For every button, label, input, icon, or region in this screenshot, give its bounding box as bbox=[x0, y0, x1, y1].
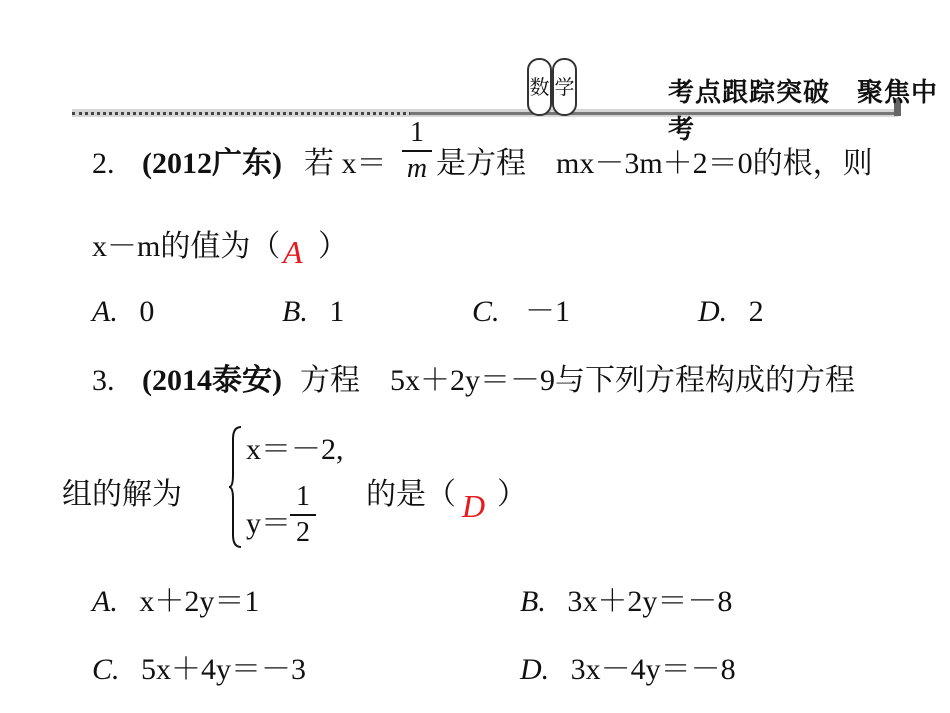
q3-option-c[interactable] bbox=[92, 652, 306, 688]
q3-answer: D bbox=[462, 488, 486, 524]
q3-option-b[interactable] bbox=[520, 584, 732, 620]
q2-option-a-text: 0 bbox=[139, 295, 155, 328]
system-brace bbox=[228, 425, 242, 549]
q3-option-d-letter: D. bbox=[520, 653, 550, 686]
q3-option-d[interactable] bbox=[520, 652, 736, 688]
q2-option-b-text: 1 bbox=[329, 295, 345, 328]
q2-option-c-letter: C. bbox=[472, 295, 500, 328]
header-title: 考点跟踪突破 聚焦中考 bbox=[668, 78, 939, 145]
q3-option-a[interactable] bbox=[92, 584, 259, 620]
q2-fraction-denominator: m bbox=[406, 153, 428, 184]
q3-option-a-text: x＋2y＝1 bbox=[139, 585, 260, 618]
q3-fraction-bar bbox=[290, 514, 316, 516]
q3-fraction-numerator: 1 bbox=[296, 481, 310, 512]
q3-option-d-text: 3x－4y＝－8 bbox=[570, 653, 736, 686]
q2-option-d-text: 2 bbox=[748, 295, 764, 328]
q3-system-y-prefix: y＝ bbox=[246, 507, 291, 540]
q2-option-c-text: －1 bbox=[525, 295, 571, 328]
q3-option-c-letter: C. bbox=[92, 653, 120, 686]
q2-option-b-letter: B. bbox=[282, 295, 308, 328]
q3-option-a-letter: A. bbox=[92, 585, 118, 618]
q2-fraction bbox=[402, 118, 432, 184]
q3-fraction bbox=[290, 482, 316, 548]
q3-fraction-denominator: 2 bbox=[296, 517, 310, 548]
q3-option-b-text: 3x＋2y＝－8 bbox=[567, 585, 733, 618]
q2-number: 2. bbox=[92, 147, 115, 180]
subject-badge-char-1: 数 bbox=[527, 58, 552, 116]
q2-option-c[interactable] bbox=[472, 294, 570, 330]
q3-close-paren: ） bbox=[497, 478, 527, 511]
q2-stem-prefix: 若 x＝ bbox=[304, 147, 387, 180]
q3-option-c-text: 5x＋4y＝－3 bbox=[141, 653, 307, 686]
q2-option-d[interactable] bbox=[698, 294, 764, 330]
q2-stem-suffix: 是方程 mx－3m＋2＝0的根，则 bbox=[436, 147, 873, 180]
q3-line2-suffix: 的是（ bbox=[366, 478, 456, 511]
q2-answer: A bbox=[283, 234, 303, 270]
q2-fraction-bar bbox=[402, 150, 432, 152]
q2-option-b[interactable] bbox=[282, 294, 344, 330]
q2-option-d-letter: D. bbox=[698, 295, 728, 328]
q3-system-x: x＝－2, bbox=[246, 433, 344, 466]
q3-line2-prefix: 组的解为 bbox=[62, 478, 182, 511]
q3-number: 3. bbox=[92, 364, 115, 397]
q3-source: (2014泰安) bbox=[142, 364, 282, 397]
q2-fraction-numerator: 1 bbox=[410, 117, 424, 148]
q2-option-a[interactable] bbox=[92, 294, 154, 330]
q2-source: (2012广东) bbox=[142, 147, 282, 180]
q2-option-a-letter: A. bbox=[92, 295, 118, 328]
q3-option-b-letter: B. bbox=[520, 585, 546, 618]
q2-line2: x－m的值为（ bbox=[92, 230, 281, 263]
q2-close-paren: ） bbox=[318, 230, 348, 263]
subject-badge-char-2: 学 bbox=[552, 58, 577, 116]
q3-stem: 方程 5x＋2y＝－9与下列方程构成的方程 bbox=[300, 364, 855, 397]
